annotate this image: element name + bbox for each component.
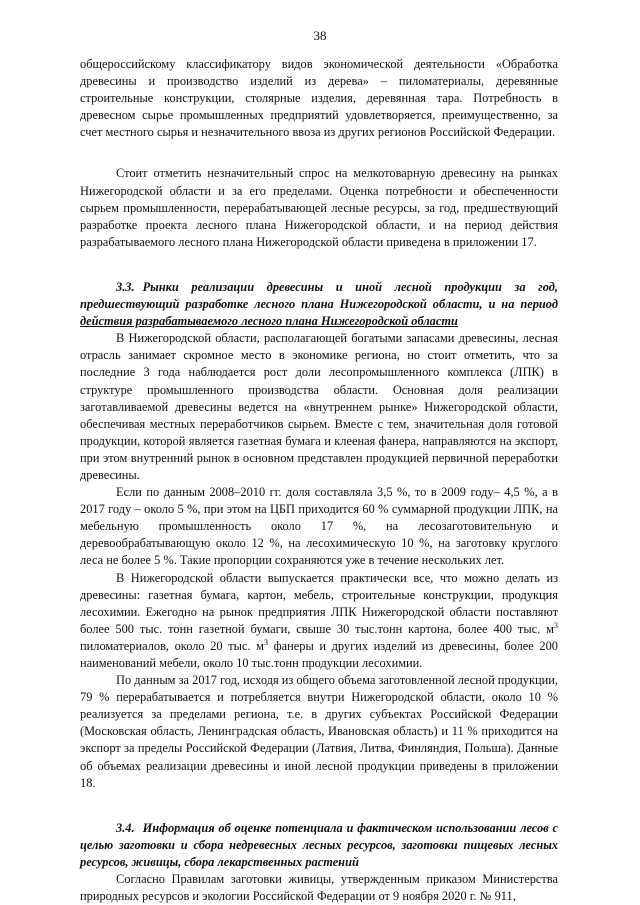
paragraph-forest-industry: В Нижегородской области, располагающей богатыми запасами древесины, лесная отрасль занимает скромное место в экономике региона, но стоит отметить, что за последние 3 года наблюдается рост доли лесопромышленного комплекса (ЛПК) в структуре промышленного производства области. Основная доля реализации заготавливаемой древесины ведется на «внутреннем рынке» Нижегородской области, обеспечивая местных переработчиков сырьем. Вместе с тем, значительная доля готовой продукции, которой является газетная бумага и клееная фанера, направляются на экспорт, при этом внутренний рынок в основном представлен продукцией первичной переработки древесины. <box>80 331 558 482</box>
section-number: 3.4. <box>116 820 135 835</box>
products-text-2: пиломатериалов, около 20 тыс. м <box>80 638 264 653</box>
document-body <box>80 56 558 905</box>
section-title: Рынки реализации древесины и иной лесной продукции за год, предшествующий разработке лесного плана Нижегородской области, и на период <box>80 279 558 312</box>
section-title-end: действия разрабатываемого лесного плана Нижегородской области <box>80 314 458 329</box>
paragraph-resin-rules: Согласно Правилам заготовки живицы, утвержденным приказом Министерства природных ресурсов и экологии Российской Федерации от 9 ноября 2020 г. № 911, <box>80 872 558 904</box>
page-number: 38 <box>313 28 327 43</box>
paragraph-products <box>80 570 558 673</box>
section-heading-3-4 <box>80 820 558 871</box>
paragraph-distribution-2017: По данным за 2017 год, исходя из общего объема заготовленной лесной продукции, 79 % перерабатывается и потребляется внутри Нижегородской области, около 10 % реализуется за пределами региона, т.е. в других субъектах Российской Федерации (Московская область, Ленинградская область, Ивановская область) и 11 % приходится на экспорт за пределы Российской Федерации (Латвия, Литва, Финляндия, Польша). Данные об объемах реализации древесины и иной лесной продукции приведены в приложении 18. <box>80 673 558 790</box>
paragraph-demand: Стоит отметить незначительный спрос на мелкотоварную древесину на рынках Нижегородской области и за его пределами. Оценка потребности и обеспеченности сырьем промышленности, перерабатывающей лесные ресурсы, за год, предшествующий разработке проекта лесного плана Нижегородской области, и на период действия разрабатываемого лесного плана Нижегородской области приведена в приложении 17. <box>80 166 558 249</box>
superscript-3: 3 <box>263 637 268 647</box>
superscript-3: 3 <box>554 620 558 630</box>
section-heading-3-3 <box>80 279 558 330</box>
products-text-1: В Нижегородской области выпускается практически все, что можно делать из древесины: газетная бумага, картон, мебель, строительные конструкции, продукция лесохимии. Ежегодно на рынок предприятия ЛПК Нижегородской области поставляют более 500 тыс. тонн газетной бумаги, свыше 30 тыс.тонн картона, более 400 тыс. м <box>80 570 558 636</box>
products-text-3: фанеры и других изделий из древесины, более 200 наименований мебели, около 10 тыс.тонн продукции лесохимии. <box>80 638 558 670</box>
section-title: Информация об оценке потенциала и фактическом использовании лесов с целью заготовки и сбора недревесных лесных ресурсов, заготовки пищевых лесных ресурсов, живицы, сбора лекарственных растений <box>80 820 558 869</box>
paragraph-classifier: общероссийскому классификатору видов экономической деятельности «Обработка древесины и производство изделий из дерева» – пиломатериалы, деревянные строительные конструкции, столярные изделия, деревянная тара. Потребность в древесном сырье промышленных предприятий удовлетворяется, преимущественно, за счет местного сырья и незначительного ввоза из других регионов Российской Федерации. <box>80 57 558 140</box>
paragraph-industry-shares: Если по данным 2008–2010 гг. доля составляла 3,5 %, то в 2009 году– 4,5 %, а в 2017 году – около 5 %, при этом на ЦБП приходится 60 % суммарной продукции ЛПК, на мебельную промышленность около 17 %, на лесозаготовительную и деревообрабатывающую около 12 %, на лесохимическую 10 %, на заготовку круглого леса не более 5 %. Такие пропорции сохраняются уже в течение нескольких лет. <box>80 485 558 568</box>
section-number: 3.3. <box>116 279 135 294</box>
